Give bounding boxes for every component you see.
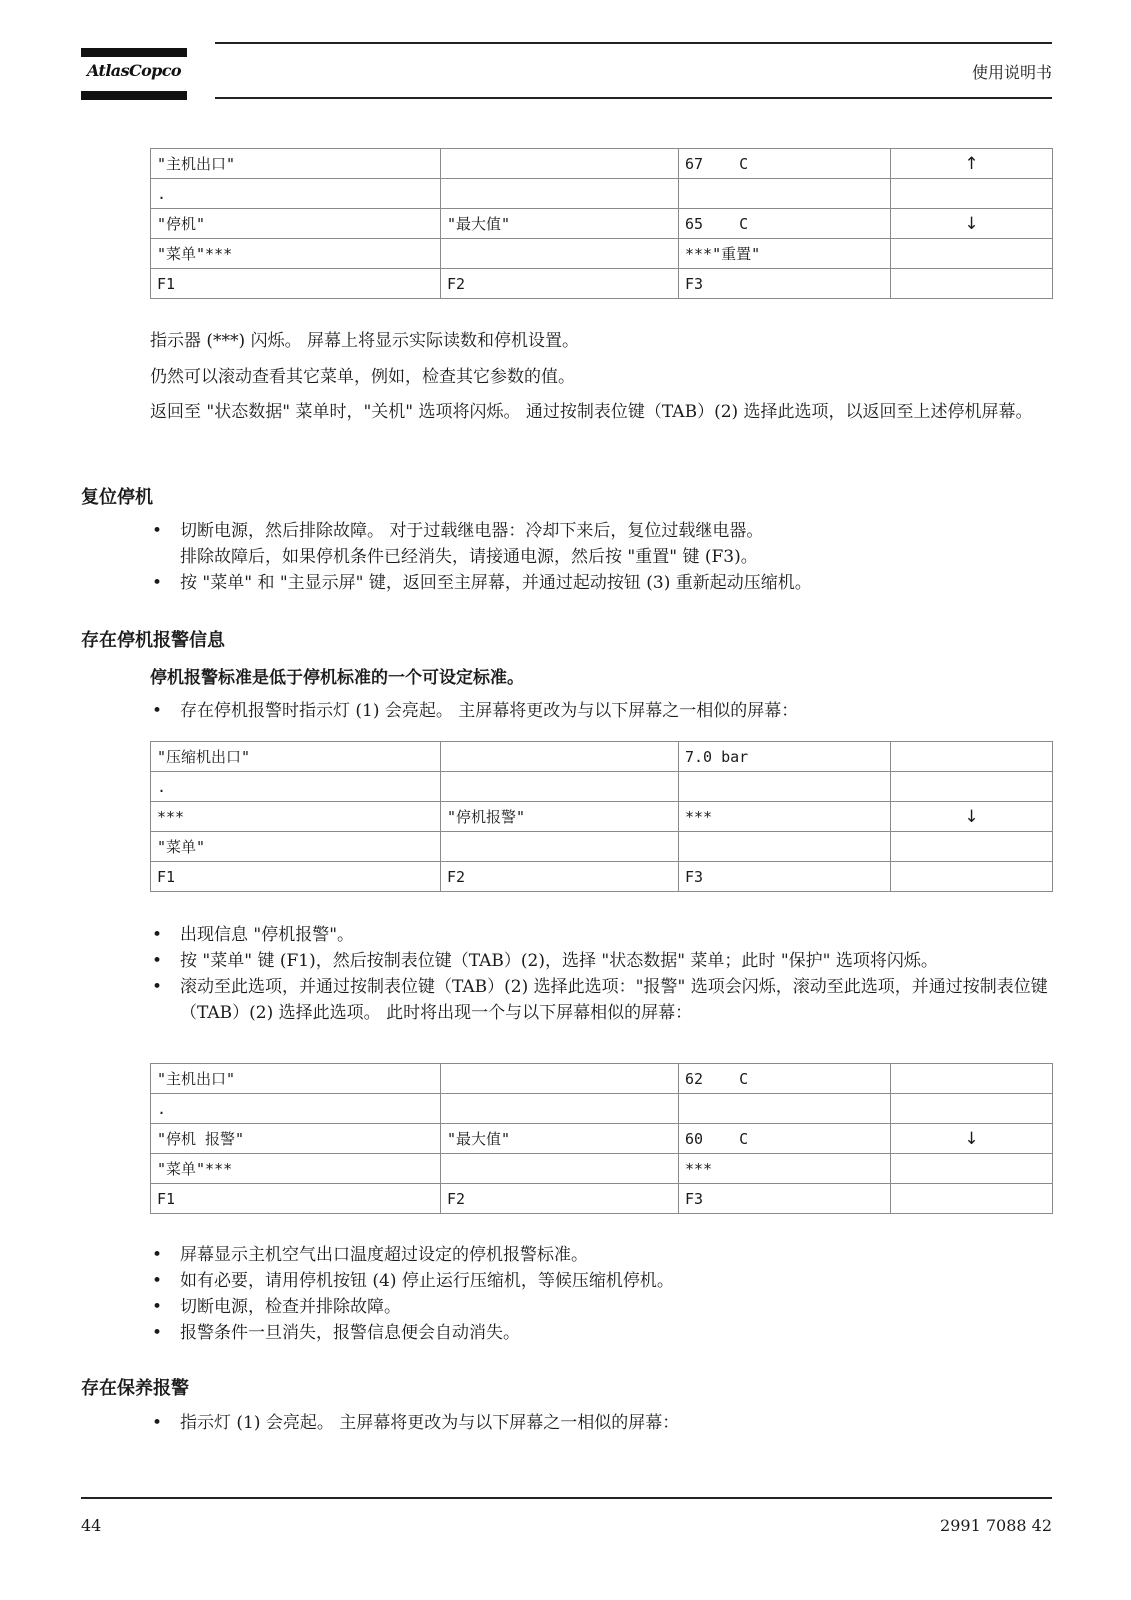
service-warning-list: [150, 1410, 1056, 1436]
table-row: [151, 742, 1053, 772]
table-cell: [679, 179, 891, 209]
logo-bar-top: [81, 48, 187, 57]
table-cell: "压缩机出口": [151, 742, 441, 772]
table-cell: ***: [679, 802, 891, 832]
table-cell: F1: [151, 862, 441, 892]
scroll-indicator-cell: ↓: [891, 1124, 1053, 1154]
table-cell: "菜单"***: [151, 239, 441, 269]
table-cell: "菜单"***: [151, 1154, 441, 1184]
table-cell: 60 C: [679, 1124, 891, 1154]
table-cell: F3: [679, 269, 891, 299]
table-cell: 65 C: [679, 209, 891, 239]
display-screen-table-compressor-outlet: [150, 741, 1053, 892]
atlas-copco-logo: [81, 48, 187, 100]
list-item: • 如有必要，请用停机按钮 (4) 停止运行压缩机，等候压缩机停机。: [150, 1268, 1056, 1294]
scroll-indicator-cell: [891, 1154, 1053, 1184]
table-cell: "最大值": [441, 209, 679, 239]
table-row: [151, 1154, 1053, 1184]
list-item: • 按 "菜单" 键 (F1)，然后按制表位键（TAB）(2)，选择 "状态数据" 菜单；此时 "保护" 选项将闪烁。: [150, 948, 1056, 974]
table-cell: 67 C: [679, 149, 891, 179]
table-row: [151, 239, 1053, 269]
table-row: [151, 862, 1053, 892]
scroll-indicator-cell: [891, 742, 1053, 772]
scroll-indicator-cell: [891, 239, 1053, 269]
section-title-reset-shutdown: 复位停机: [81, 487, 153, 508]
shutdown-warning-list-a: [150, 698, 1056, 724]
table-row: [151, 802, 1053, 832]
header-top-rule: [215, 42, 1052, 44]
table-cell: [679, 832, 891, 862]
table-cell: F3: [679, 1184, 891, 1214]
table-row: [151, 1094, 1053, 1124]
table-row: [151, 179, 1053, 209]
list-item: • 滚动至此选项，并通过按制表位键（TAB）(2) 选择此选项："报警" 选项会闪烁，滚动至此选项，并通过按制表位键（TAB）(2) 选择此选项。 此时将出现一个与以下屏幕相似的屏幕：: [150, 974, 1056, 1026]
table-row: [151, 772, 1053, 802]
table-cell: "菜单": [151, 832, 441, 862]
reset-shutdown-list: [150, 518, 1056, 596]
table-cell: [679, 1094, 891, 1124]
table-cell: [441, 1094, 679, 1124]
table-cell: "停机 报警": [151, 1124, 441, 1154]
table-cell: F2: [441, 269, 679, 299]
scroll-indicator-cell: [891, 179, 1053, 209]
scroll-indicator-cell: [891, 1184, 1053, 1214]
logo-wordmark: AtlasCopco: [87, 61, 181, 80]
table-cell: "停机报警": [441, 802, 679, 832]
scroll-indicator-cell: [891, 832, 1053, 862]
table-cell: [441, 239, 679, 269]
table-cell: "主机出口": [151, 1064, 441, 1094]
display-screen-table-shutdown-warning: [150, 1063, 1053, 1214]
table-cell: "最大值": [441, 1124, 679, 1154]
table-cell: ***"重置": [679, 239, 891, 269]
scroll-indicator-cell: [891, 862, 1053, 892]
list-item: • 指示灯 (1) 会亮起。 主屏幕将更改为与以下屏幕之一相似的屏幕：: [150, 1410, 1056, 1436]
list-item: • 按 "菜单" 和 "主显示屏" 键，返回至主屏幕，并通过起动按钮 (3) 重新起动压缩机。: [150, 570, 1056, 596]
paragraph-scroll-menus: 仍然可以滚动查看其它菜单，例如，检查其它参数的值。: [150, 367, 575, 387]
scroll-indicator-cell: [891, 1094, 1053, 1124]
table-row: [151, 832, 1053, 862]
table-cell: [441, 179, 679, 209]
table-cell: ***: [151, 802, 441, 832]
shutdown-warning-list-c: [150, 1242, 1056, 1346]
scroll-indicator-cell: ↓: [891, 802, 1053, 832]
scroll-indicator-cell: [891, 1064, 1053, 1094]
list-item: • 报警条件一旦消失，报警信息便会自动消失。: [150, 1320, 1056, 1346]
list-item: • 存在停机报警时指示灯 (1) 会亮起。 主屏幕将更改为与以下屏幕之一相似的屏幕：: [150, 698, 1056, 724]
table-cell: 62 C: [679, 1064, 891, 1094]
shutdown-warning-list-b: [150, 922, 1056, 1026]
table-cell: ***: [679, 1154, 891, 1184]
table-cell: F3: [679, 862, 891, 892]
list-item: • 切断电源，检查并排除故障。: [150, 1294, 1056, 1320]
table-cell: [441, 1154, 679, 1184]
scroll-indicator-cell: ↑: [891, 149, 1053, 179]
table-cell: [441, 1064, 679, 1094]
page-number: 44: [81, 1516, 102, 1535]
table-cell: [441, 772, 679, 802]
display-screen-table-shutdown: [150, 148, 1053, 299]
table-row: [151, 1064, 1053, 1094]
table-cell: [441, 742, 679, 772]
table-cell: [441, 832, 679, 862]
scroll-indicator-cell: [891, 269, 1053, 299]
table-cell: 7.0 bar: [679, 742, 891, 772]
shutdown-warning-definition: 停机报警标准是低于停机标准的一个可设定标准。: [150, 668, 524, 688]
table-cell: .: [151, 772, 441, 802]
logo-bar-bottom: [81, 91, 187, 100]
paragraph-indicator-blinks: 指示器 (***) 闪烁。 屏幕上将显示实际读数和停机设置。: [150, 331, 579, 351]
section-title-service-warning: 存在保养报警: [81, 1378, 189, 1399]
table-cell: [441, 149, 679, 179]
list-item: • 出现信息 "停机报警"。: [150, 922, 1056, 948]
table-cell: .: [151, 1094, 441, 1124]
header-bottom-rule: [215, 97, 1052, 99]
paragraph-return-status-data: 返回至 "状态数据" 菜单时，"关机" 选项将闪烁。 通过按制表位键（TAB）(2) 选择此选项，以返回至上述停机屏幕。: [150, 402, 1033, 422]
scroll-indicator-cell: [891, 772, 1053, 802]
list-item: • 切断电源，然后排除故障。 对于过载继电器：冷却下来后，复位过载继电器。 排除故障后，如果停机条件已经消失，请接通电源，然后按 "重置" 键 (F3)。: [150, 518, 1056, 570]
table-cell: F2: [441, 1184, 679, 1214]
table-cell: [679, 772, 891, 802]
list-item: • 屏幕显示主机空气出口温度超过设定的停机报警标准。: [150, 1242, 1056, 1268]
table-cell: "主机出口": [151, 149, 441, 179]
footer-rule: [81, 1497, 1052, 1499]
document-title: 使用说明书: [971, 63, 1052, 82]
table-cell: .: [151, 179, 441, 209]
table-row: [151, 1184, 1053, 1214]
scroll-indicator-cell: ↓: [891, 209, 1053, 239]
table-row: [151, 1124, 1053, 1154]
table-row: [151, 269, 1053, 299]
table-cell: F1: [151, 1184, 441, 1214]
table-cell: F1: [151, 269, 441, 299]
table-cell: F2: [441, 862, 679, 892]
table-cell: "停机": [151, 209, 441, 239]
document-number: 2991 7088 42: [940, 1516, 1052, 1535]
table-row: [151, 149, 1053, 179]
table-row: [151, 209, 1053, 239]
section-title-shutdown-warning: 存在停机报警信息: [81, 630, 225, 651]
